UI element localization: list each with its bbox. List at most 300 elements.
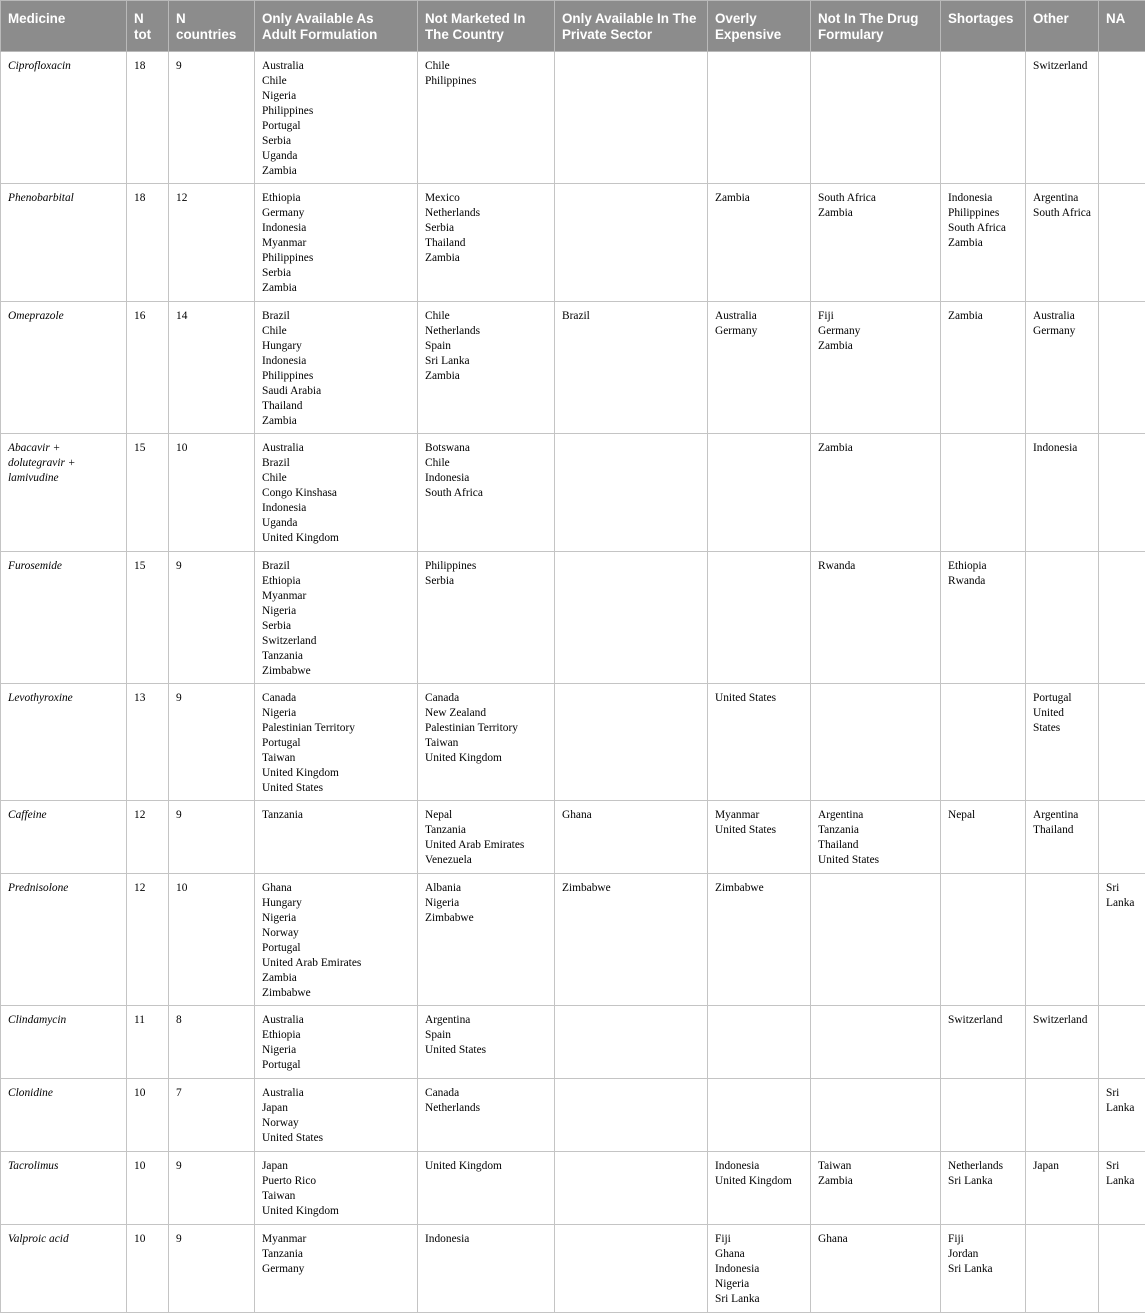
- country-entry: Japan: [262, 1159, 410, 1174]
- country-entry: United States: [262, 781, 410, 796]
- cell-shortages: [941, 1006, 1026, 1079]
- cell-na: [1099, 184, 1145, 302]
- medicine-name: Furosemide: [1, 552, 127, 684]
- country-entry: Indonesia: [262, 501, 410, 516]
- country-entry: United Kingdom: [262, 531, 410, 546]
- table-row: [1, 801, 1145, 874]
- country-entry: Indonesia: [425, 471, 547, 486]
- cell-adult: [255, 801, 418, 874]
- n-countries-value: 10: [169, 874, 255, 1006]
- cell-not-marketed: [418, 552, 555, 684]
- cell-expensive: [708, 1006, 811, 1079]
- cell-other: [1026, 874, 1099, 1006]
- cell-na: [1099, 434, 1145, 552]
- country-entry: Sri Lanka: [1106, 1159, 1138, 1189]
- country-entry: Thailand: [262, 399, 410, 414]
- country-entry: United Kingdom: [715, 1174, 803, 1189]
- cell-not-marketed: [418, 434, 555, 552]
- table-row: [1, 434, 1145, 552]
- country-entry: Puerto Rico: [262, 1174, 410, 1189]
- cell-not-marketed: [418, 801, 555, 874]
- country-entry: Sri Lanka: [948, 1262, 1018, 1277]
- country-entry: Sri Lanka: [425, 354, 547, 369]
- cell-na: [1099, 801, 1145, 874]
- country-entry: Sri Lanka: [1106, 881, 1138, 911]
- table-row: [1, 1152, 1145, 1225]
- country-entry: Nepal: [425, 808, 547, 823]
- cell-not-marketed: [418, 684, 555, 801]
- medicine-name: Prednisolone: [1, 874, 127, 1006]
- country-entry: Ghana: [562, 808, 700, 823]
- cell-na: [1099, 874, 1145, 1006]
- cell-shortages: [941, 1225, 1026, 1313]
- cell-expensive: [708, 184, 811, 302]
- country-entry: Fiji: [948, 1232, 1018, 1247]
- medicine-name: Clonidine: [1, 1079, 127, 1152]
- cell-shortages: [941, 801, 1026, 874]
- country-entry: Zambia: [715, 191, 803, 206]
- country-entry: Nigeria: [262, 911, 410, 926]
- table-row: [1, 552, 1145, 684]
- cell-other: [1026, 434, 1099, 552]
- country-entry: Myanmar: [262, 1232, 410, 1247]
- cell-na: [1099, 1006, 1145, 1079]
- cell-formulary: [811, 184, 941, 302]
- cell-private: [555, 874, 708, 1006]
- country-entry: Norway: [262, 1116, 410, 1131]
- cell-expensive: [708, 801, 811, 874]
- country-entry: United States: [715, 823, 803, 838]
- country-entry: Philippines: [262, 251, 410, 266]
- cell-shortages: [941, 434, 1026, 552]
- medicine-name: Phenobarbital: [1, 184, 127, 302]
- country-entry: Fiji: [818, 309, 933, 324]
- country-entry: Portugal: [262, 119, 410, 134]
- cell-na: [1099, 552, 1145, 684]
- country-entry: Myanmar: [715, 808, 803, 823]
- cell-formulary: [811, 1152, 941, 1225]
- cell-expensive: [708, 1079, 811, 1152]
- cell-not-marketed: [418, 1152, 555, 1225]
- cell-expensive: [708, 552, 811, 684]
- cell-shortages: [941, 684, 1026, 801]
- country-entry: South Africa: [1033, 206, 1091, 221]
- country-entry: United Kingdom: [425, 1159, 547, 1174]
- country-entry: Fiji: [715, 1232, 803, 1247]
- country-entry: Serbia: [262, 266, 410, 281]
- medicine-name: Ciprofloxacin: [1, 52, 127, 184]
- table-row: [1, 1225, 1145, 1313]
- cell-other: [1026, 1152, 1099, 1225]
- cell-expensive: [708, 1152, 811, 1225]
- cell-formulary: [811, 552, 941, 684]
- country-entry: Netherlands: [425, 206, 547, 221]
- country-entry: Botswana: [425, 441, 547, 456]
- cell-not-marketed: [418, 1079, 555, 1152]
- country-entry: Serbia: [262, 134, 410, 149]
- country-entry: Saudi Arabia: [262, 384, 410, 399]
- country-entry: Philippines: [425, 559, 547, 574]
- medicine-name: Abacavir + dolutegravir + lamivudine: [1, 434, 127, 552]
- table-row: [1, 1006, 1145, 1079]
- cell-expensive: [708, 302, 811, 434]
- cell-adult: [255, 1079, 418, 1152]
- country-entry: Zimbabwe: [562, 881, 700, 896]
- country-entry: Netherlands: [425, 324, 547, 339]
- country-entry: Ethiopia: [262, 1028, 410, 1043]
- header-n-tot: N tot: [127, 1, 169, 52]
- table-row: [1, 302, 1145, 434]
- country-entry: Switzerland: [262, 634, 410, 649]
- header-adult-formulation: Only Available As Adult Formulation: [255, 1, 418, 52]
- country-entry: Zambia: [262, 414, 410, 429]
- n-tot-value: 18: [127, 52, 169, 184]
- country-entry: Chile: [262, 324, 410, 339]
- country-entry: United Kingdom: [262, 1204, 410, 1219]
- country-entry: Sri Lanka: [948, 1174, 1018, 1189]
- country-entry: Chile: [425, 59, 547, 74]
- country-entry: Tanzania: [262, 1247, 410, 1262]
- n-tot-value: 11: [127, 1006, 169, 1079]
- country-entry: Portugal: [262, 1058, 410, 1073]
- country-entry: Zambia: [948, 236, 1018, 251]
- cell-adult: [255, 552, 418, 684]
- cell-private: [555, 184, 708, 302]
- country-entry: Indonesia: [425, 1232, 547, 1247]
- country-entry: Taiwan: [262, 1189, 410, 1204]
- country-entry: Spain: [425, 1028, 547, 1043]
- country-entry: Switzerland: [1033, 1013, 1091, 1028]
- cell-shortages: [941, 874, 1026, 1006]
- cell-private: [555, 1006, 708, 1079]
- country-entry: Australia: [262, 1086, 410, 1101]
- header-na: NA: [1099, 1, 1145, 52]
- country-entry: United Kingdom: [425, 751, 547, 766]
- country-entry: Ethiopia: [262, 191, 410, 206]
- n-countries-value: 14: [169, 302, 255, 434]
- n-tot-value: 13: [127, 684, 169, 801]
- country-entry: Philippines: [262, 104, 410, 119]
- country-entry: South Africa: [818, 191, 933, 206]
- country-entry: Germany: [1033, 324, 1091, 339]
- country-entry: United States: [818, 853, 933, 868]
- n-countries-value: 12: [169, 184, 255, 302]
- header-not-marketed: Not Marketed In The Country: [418, 1, 555, 52]
- country-entry: Myanmar: [262, 589, 410, 604]
- n-countries-value: 9: [169, 684, 255, 801]
- cell-other: [1026, 302, 1099, 434]
- table-row: [1, 52, 1145, 184]
- country-entry: Nepal: [948, 808, 1018, 823]
- country-entry: Indonesia: [1033, 441, 1091, 456]
- cell-other: [1026, 1006, 1099, 1079]
- country-entry: Chile: [262, 74, 410, 89]
- country-entry: Indonesia: [262, 354, 410, 369]
- country-entry: Australia: [262, 441, 410, 456]
- table-row: [1, 874, 1145, 1006]
- country-entry: Netherlands: [425, 1101, 547, 1116]
- country-entry: Germany: [818, 324, 933, 339]
- cell-adult: [255, 434, 418, 552]
- cell-not-marketed: [418, 184, 555, 302]
- cell-adult: [255, 184, 418, 302]
- country-entry: Japan: [1033, 1159, 1091, 1174]
- cell-adult: [255, 874, 418, 1006]
- cell-na: [1099, 1152, 1145, 1225]
- cell-formulary: [811, 302, 941, 434]
- cell-not-marketed: [418, 874, 555, 1006]
- cell-na: [1099, 302, 1145, 434]
- cell-other: [1026, 184, 1099, 302]
- cell-formulary: [811, 684, 941, 801]
- n-countries-value: 9: [169, 801, 255, 874]
- country-entry: Zambia: [818, 441, 933, 456]
- medicine-name: Tacrolimus: [1, 1152, 127, 1225]
- country-entry: Ethiopia: [948, 559, 1018, 574]
- country-entry: Australia: [262, 1013, 410, 1028]
- cell-adult: [255, 1225, 418, 1313]
- country-entry: Nigeria: [715, 1277, 803, 1292]
- medicine-name: Omeprazole: [1, 302, 127, 434]
- table-row: [1, 1079, 1145, 1152]
- country-entry: Palestinian Territory: [262, 721, 410, 736]
- country-entry: United States: [262, 1131, 410, 1146]
- cell-private: [555, 1152, 708, 1225]
- country-entry: Portugal: [1033, 691, 1091, 706]
- country-entry: Zambia: [818, 206, 933, 221]
- cell-adult: [255, 302, 418, 434]
- cell-adult: [255, 52, 418, 184]
- n-countries-value: 10: [169, 434, 255, 552]
- header-n-countries: N countries: [169, 1, 255, 52]
- medicine-name: Caffeine: [1, 801, 127, 874]
- cell-shortages: [941, 1152, 1026, 1225]
- country-entry: Ghana: [262, 881, 410, 896]
- medicine-name: Valproic acid: [1, 1225, 127, 1313]
- country-entry: Zambia: [262, 281, 410, 296]
- country-entry: United Arab Emirates: [262, 956, 410, 971]
- country-entry: Philippines: [948, 206, 1018, 221]
- country-entry: Norway: [262, 926, 410, 941]
- country-entry: United States: [425, 1043, 547, 1058]
- country-entry: Hungary: [262, 896, 410, 911]
- cell-other: [1026, 1079, 1099, 1152]
- country-entry: Argentina: [1033, 191, 1091, 206]
- table-row: [1, 184, 1145, 302]
- country-entry: Zimbabwe: [262, 664, 410, 679]
- country-entry: Chile: [425, 456, 547, 471]
- cell-other: [1026, 801, 1099, 874]
- country-entry: Sri Lanka: [715, 1292, 803, 1307]
- country-entry: Argentina: [425, 1013, 547, 1028]
- country-entry: Switzerland: [948, 1013, 1018, 1028]
- medicine-name: Levothyroxine: [1, 684, 127, 801]
- header-other: Other: [1026, 1, 1099, 52]
- country-entry: Zambia: [948, 309, 1018, 324]
- country-entry: Netherlands: [948, 1159, 1018, 1174]
- country-entry: Thailand: [818, 838, 933, 853]
- cell-na: [1099, 52, 1145, 184]
- country-entry: Ghana: [715, 1247, 803, 1262]
- cell-shortages: [941, 302, 1026, 434]
- country-entry: Palestinian Territory: [425, 721, 547, 736]
- medicine-name: Clindamycin: [1, 1006, 127, 1079]
- country-entry: New Zealand: [425, 706, 547, 721]
- country-entry: United States: [715, 691, 803, 706]
- country-entry: Germany: [262, 206, 410, 221]
- n-tot-value: 10: [127, 1152, 169, 1225]
- cell-other: [1026, 684, 1099, 801]
- country-entry: Zambia: [262, 164, 410, 179]
- n-tot-value: 10: [127, 1225, 169, 1313]
- cell-private: [555, 434, 708, 552]
- n-tot-value: 18: [127, 184, 169, 302]
- header-row: [1, 1, 1145, 52]
- country-entry: Tanzania: [262, 808, 410, 823]
- country-entry: Argentina: [818, 808, 933, 823]
- country-entry: Ethiopia: [262, 574, 410, 589]
- country-entry: Indonesia: [715, 1159, 803, 1174]
- country-entry: Taiwan: [262, 751, 410, 766]
- country-entry: Thailand: [425, 236, 547, 251]
- n-countries-value: 9: [169, 552, 255, 684]
- cell-formulary: [811, 874, 941, 1006]
- country-entry: Hungary: [262, 339, 410, 354]
- header-shortages: Shortages: [941, 1, 1026, 52]
- country-entry: Nigeria: [262, 1043, 410, 1058]
- cell-private: [555, 684, 708, 801]
- country-entry: Brazil: [262, 559, 410, 574]
- country-entry: Philippines: [425, 74, 547, 89]
- header-private-sector: Only Available In The Private Sector: [555, 1, 708, 52]
- country-entry: Rwanda: [818, 559, 933, 574]
- country-entry: Brazil: [262, 309, 410, 324]
- country-entry: Germany: [715, 324, 803, 339]
- cell-private: [555, 552, 708, 684]
- country-entry: Spain: [425, 339, 547, 354]
- country-entry: Portugal: [262, 941, 410, 956]
- cell-not-marketed: [418, 302, 555, 434]
- country-entry: Canada: [262, 691, 410, 706]
- cell-expensive: [708, 874, 811, 1006]
- country-entry: Germany: [262, 1262, 410, 1277]
- cell-private: [555, 801, 708, 874]
- country-entry: United Kingdom: [262, 766, 410, 781]
- country-entry: United Arab Emirates: [425, 838, 547, 853]
- cell-expensive: [708, 52, 811, 184]
- country-entry: Jordan: [948, 1247, 1018, 1262]
- cell-formulary: [811, 1225, 941, 1313]
- country-entry: Myanmar: [262, 236, 410, 251]
- cell-shortages: [941, 1079, 1026, 1152]
- cell-expensive: [708, 1225, 811, 1313]
- country-entry: South Africa: [948, 221, 1018, 236]
- cell-private: [555, 1225, 708, 1313]
- cell-expensive: [708, 434, 811, 552]
- country-entry: Zimbabwe: [425, 911, 547, 926]
- cell-not-marketed: [418, 52, 555, 184]
- country-entry: Nigeria: [425, 896, 547, 911]
- country-entry: Tanzania: [262, 649, 410, 664]
- country-entry: Brazil: [262, 456, 410, 471]
- country-entry: Canada: [425, 691, 547, 706]
- country-entry: Philippines: [262, 369, 410, 384]
- n-tot-value: 16: [127, 302, 169, 434]
- n-tot-value: 10: [127, 1079, 169, 1152]
- n-tot-value: 12: [127, 801, 169, 874]
- country-entry: Australia: [1033, 309, 1091, 324]
- n-tot-value: 15: [127, 434, 169, 552]
- header-medicine: Medicine: [1, 1, 127, 52]
- country-entry: Brazil: [562, 309, 700, 324]
- country-entry: Argentina: [1033, 808, 1091, 823]
- country-entry: Indonesia: [262, 221, 410, 236]
- cell-formulary: [811, 1006, 941, 1079]
- country-entry: Uganda: [262, 516, 410, 531]
- cell-private: [555, 302, 708, 434]
- cell-other: [1026, 552, 1099, 684]
- cell-other: [1026, 1225, 1099, 1313]
- country-entry: Serbia: [262, 619, 410, 634]
- country-entry: Zimbabwe: [262, 986, 410, 1001]
- country-entry: South Africa: [425, 486, 547, 501]
- country-entry: Zambia: [425, 369, 547, 384]
- country-entry: Chile: [262, 471, 410, 486]
- country-entry: Zambia: [262, 971, 410, 986]
- cell-adult: [255, 684, 418, 801]
- country-entry: Switzerland: [1033, 59, 1091, 74]
- country-entry: Sri Lanka: [1106, 1086, 1138, 1116]
- n-countries-value: 7: [169, 1079, 255, 1152]
- country-entry: Albania: [425, 881, 547, 896]
- n-countries-value: 9: [169, 1225, 255, 1313]
- country-entry: Taiwan: [818, 1159, 933, 1174]
- n-countries-value: 9: [169, 52, 255, 184]
- country-entry: Zambia: [425, 251, 547, 266]
- country-entry: Nigeria: [262, 706, 410, 721]
- cell-formulary: [811, 52, 941, 184]
- header-not-in-formulary: Not In The Drug Formulary: [811, 1, 941, 52]
- cell-private: [555, 1079, 708, 1152]
- country-entry: Taiwan: [425, 736, 547, 751]
- country-entry: United States: [1033, 706, 1091, 736]
- cell-not-marketed: [418, 1006, 555, 1079]
- cell-na: [1099, 684, 1145, 801]
- country-entry: Mexico: [425, 191, 547, 206]
- n-tot-value: 12: [127, 874, 169, 1006]
- country-entry: Tanzania: [425, 823, 547, 838]
- country-entry: Rwanda: [948, 574, 1018, 589]
- cell-shortages: [941, 184, 1026, 302]
- country-entry: Ghana: [818, 1232, 933, 1247]
- country-entry: Canada: [425, 1086, 547, 1101]
- cell-expensive: [708, 684, 811, 801]
- n-countries-value: 8: [169, 1006, 255, 1079]
- cell-adult: [255, 1006, 418, 1079]
- header-overly-expensive: Overly Expensive: [708, 1, 811, 52]
- country-entry: Thailand: [1033, 823, 1091, 838]
- country-entry: Portugal: [262, 736, 410, 751]
- cell-other: [1026, 52, 1099, 184]
- n-countries-value: 9: [169, 1152, 255, 1225]
- country-entry: Venezuela: [425, 853, 547, 868]
- cell-na: [1099, 1225, 1145, 1313]
- cell-private: [555, 52, 708, 184]
- country-entry: Nigeria: [262, 89, 410, 104]
- country-entry: Nigeria: [262, 604, 410, 619]
- country-entry: Tanzania: [818, 823, 933, 838]
- country-entry: Australia: [262, 59, 410, 74]
